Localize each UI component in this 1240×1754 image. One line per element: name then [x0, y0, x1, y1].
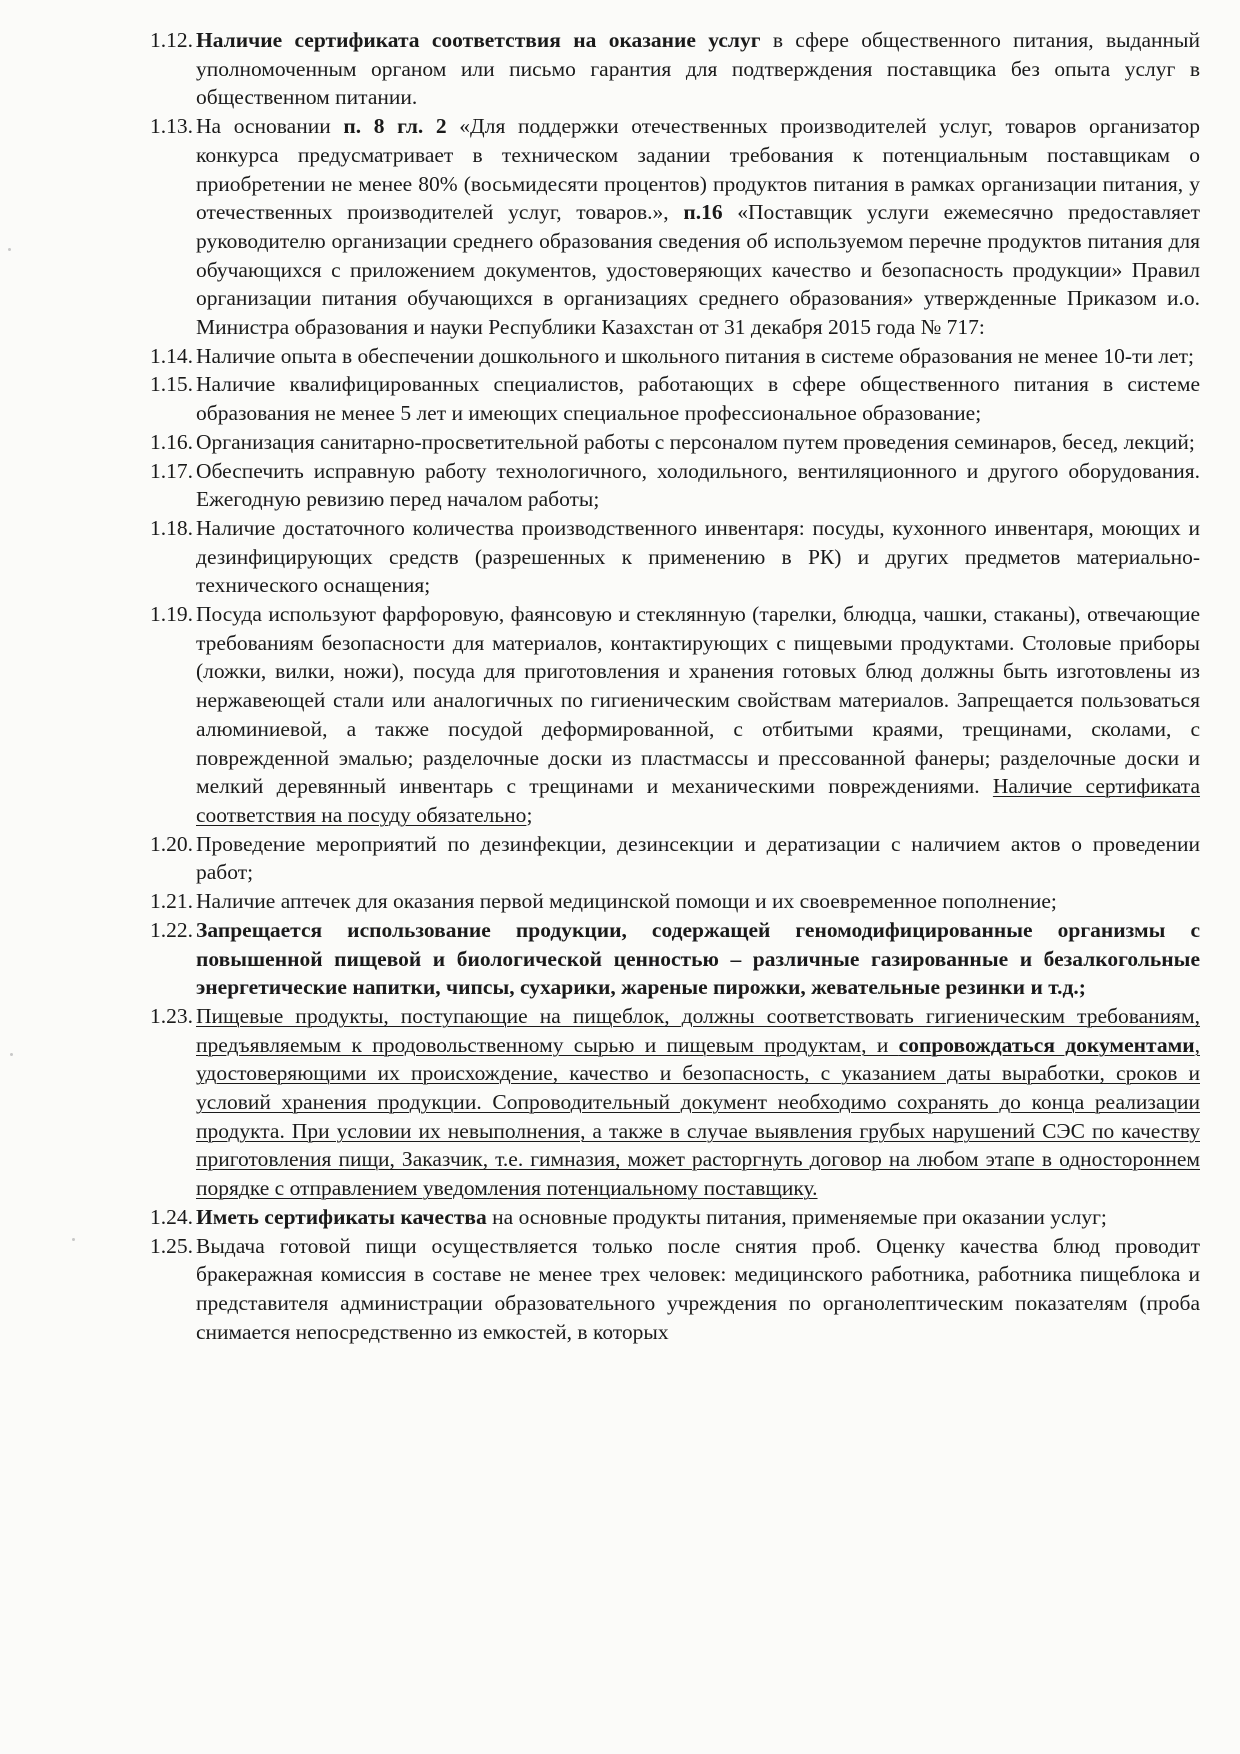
list-item	[150, 342, 1200, 371]
list-item	[150, 112, 1200, 342]
item-text: Иметь сертификаты качества	[196, 1204, 487, 1229]
item-text: , удостоверяющими их происхождение, качество и безопасность, с указанием даты выработки, сроков и условий хранения продукции. Сопроводительный документ необходимо сохранять до конца реализации продукта. При условии их невыполнения, а также в случае выявления грубых нарушений СЭС по качеству приготовления пищи, Заказчик, т.е. гимназия, может расторгнуть договор на любом этапе в одностороннем порядке с отправлением уведомления потенциальному поставщику.	[196, 1032, 1200, 1201]
item-number: 1.18.	[150, 515, 193, 540]
document-body	[150, 26, 1200, 1346]
list-item	[150, 887, 1200, 916]
list-item	[150, 428, 1200, 457]
item-text: «Поставщик услуги ежемесячно предоставляет руководителю организации среднего образования сведения об используемом перечне продуктов питания для обучающихся с приложением документов, удостоверяющих качество и безопасность продукции» Правил организации питания обучающихся в организациях среднего образования» утвержденные Приказом и.о. Министра образования и науки Республики Казахстан от 31 декабря 2015 года № 717:	[196, 200, 1200, 340]
item-text: Наличие опыта в обеспечении дошкольного и школьного питания в системе образования не менее 10-ти лет;	[196, 343, 1195, 368]
item-number: 1.22.	[150, 917, 193, 942]
item-text: Пищевые продукты, поступающие на пищеблок, должны соответствовать гигиеническим требованиям, предъявляемым к продовольственному сырью и пищевым продуктам, и	[196, 1003, 1200, 1057]
item-number: 1.17.	[150, 458, 193, 483]
item-text: в сфере общественного питания, выданный уполномоченным органом или письмо гарантия для подтверждения поставщика без опыта услуг в общественном питании.	[196, 28, 1200, 110]
list-item	[150, 514, 1200, 600]
list-item	[150, 457, 1200, 514]
item-text: Посуда используют фарфоровую, фаянсовую и стеклянную (тарелки, блюдца, чашки, стаканы), отвечающие требованиям безопасности для материалов, контактирующих с пищевыми продуктами. Столовые приборы (ложки, вилки, ножи), посуда для приготовления и хранения готовых блюд должны быть изготовлены из нержавеющей стали или аналогичных по гигиеническим свойствам материалов. Запрещается пользоваться алюминиевой, а также посудой деформированной, с отбитыми краями, трещинами, сколами, с поврежденной эмалью; разделочные доски из пластмассы и прессованной фанеры; разделочные доски и мелкий деревянный инвентарь с трещинами и механическими повреждениями.	[196, 602, 1200, 799]
item-text: Наличие аптечек для оказания первой медицинской помощи и их своевременное пополнение;	[196, 889, 1057, 914]
list-item	[150, 600, 1200, 830]
item-number: 1.13.	[150, 114, 193, 139]
list-item	[150, 1203, 1200, 1232]
item-text: Проведение мероприятий по дезинфекции, дезинсекции и дератизации с наличием актов о проведении работ;	[196, 831, 1200, 885]
item-text: п. 8 гл. 2	[343, 114, 447, 139]
scan-speck	[72, 1238, 75, 1241]
item-number: 1.12.	[150, 28, 193, 52]
item-text: ;	[526, 802, 533, 827]
item-number: 1.25.	[150, 1233, 193, 1258]
item-text: Наличие сертификата соответствия на оказание услуг	[196, 28, 761, 52]
item-text: На основании	[196, 114, 344, 139]
item-text: Наличие сертификата соответствия на посуду обязательно	[196, 774, 1200, 827]
item-text: Выдача готовой пищи осуществляется только после снятия проб. Оценку качества блюд проводит бракеражная комиссия в составе не менее трех человек: медицинского работника, работника пищеблока и представителя администрации образовательного учреждения по органолептическим показателям (проба снимается непосредственно из емкостей, в которых	[196, 1233, 1200, 1344]
list-item	[150, 916, 1200, 1002]
item-text: п.16	[683, 200, 723, 225]
item-number: 1.24.	[150, 1204, 193, 1229]
item-number: 1.23.	[150, 1003, 193, 1028]
list-item	[150, 26, 1200, 112]
item-text: Наличие квалифицированных специалистов, работающих в сфере общественного питания в системе образования не менее 5 лет и имеющих специальное профессиональное образование;	[196, 372, 1200, 426]
list-item	[150, 370, 1200, 427]
item-number: 1.20.	[150, 831, 193, 856]
item-text: «Для поддержки отечественных производителей услуг, товаров организатор конкурса предусматривает в техническом задании требования к потенциальным поставщикам о приобретении не менее 80% (восьмидесяти процентов) продуктов питания в рамках организации питания, у отечественных производителей услуг, товаров.»,	[196, 114, 1200, 225]
list-item	[150, 830, 1200, 887]
item-text: сопровождаться документами	[898, 1032, 1195, 1057]
item-text: Обеспечить исправную работу технологичного, холодильного, вентиляционного и другого оборудования. Ежегодную ревизию перед началом работы;	[196, 458, 1200, 512]
item-number: 1.16.	[150, 429, 193, 454]
item-number: 1.14.	[150, 343, 193, 368]
item-text: Запрещается использование продукции, содержащей геномодифицированные организмы с повышенной пищевой и биологической ценностью – различные газированные и безалкогольные энергетические напитки, чипсы, сухарики, жареные пирожки, жевательные резинки и т.д.;	[196, 917, 1200, 1000]
scan-speck	[10, 1053, 13, 1056]
item-number: 1.15.	[150, 372, 193, 397]
list-item	[150, 1002, 1200, 1203]
list-item	[150, 1232, 1200, 1347]
item-text: Организация санитарно-просветительной работы с персоналом путем проведения семинаров, бесед, лекций;	[196, 429, 1195, 454]
item-text: на основные продукты питания, применяемые при оказании услуг;	[486, 1204, 1107, 1229]
item-number: 1.21.	[150, 889, 193, 914]
scan-speck	[8, 248, 11, 251]
item-text: Наличие достаточного количества производственного инвентаря: посуды, кухонного инвентаря, моющих и дезинфицирующих средств (разрешенных к применению в РК) и других предметов материально-технического оснащения;	[196, 515, 1200, 598]
item-number: 1.19.	[150, 602, 193, 627]
